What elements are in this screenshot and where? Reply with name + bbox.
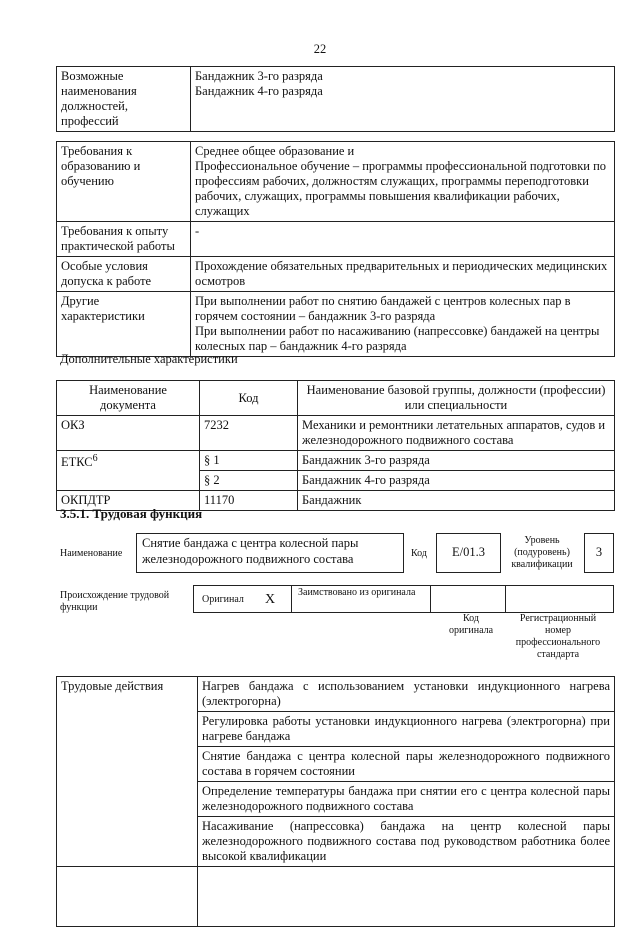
- table-header-row: [57, 381, 615, 416]
- requirement-line: При выполнении работ по насаживанию (напрессовке) бандажей на центры колесных пар – бандажник 4-го разряда: [195, 324, 600, 353]
- cell-name: Бандажник 3-го разряда: [298, 451, 615, 471]
- page-number: 22: [313, 42, 327, 56]
- name-label: Наименование: [60, 548, 123, 559]
- action-item: Снятие бандажа с центра колесной пары железнодорожного подвижного состава в горячем состоянии: [198, 747, 615, 782]
- cell-code: § 1: [200, 451, 298, 471]
- footnote-mark: 6: [92, 453, 98, 464]
- function-name-box: [136, 533, 404, 573]
- table-row: [57, 867, 615, 927]
- reg-number-label: Регистрационный номер профессионального стандарта: [515, 613, 601, 660]
- cell-code: 7232: [200, 416, 298, 451]
- level-value: 3: [595, 545, 603, 559]
- action-item: Определение температуры бандажа при снятии его с центра колесной пары железнодорожного подвижного состава: [198, 782, 615, 817]
- cell-doc: [57, 451, 200, 491]
- table-row: [57, 677, 615, 712]
- table-row: [57, 257, 615, 292]
- position-value: Бандажник 3-го разряда: [195, 69, 323, 83]
- function-code-value: E/01.3: [452, 545, 485, 559]
- level-label: Уровень (подуровень) квалификации: [511, 535, 573, 570]
- etks-label: ЕТКС: [61, 455, 93, 470]
- requirements-table: [56, 141, 615, 357]
- table-row: [57, 67, 615, 132]
- action-item: Насаживание (напрессовка) бандажа на центр колесной пары железнодорожного подвижного состава под руководством работника более высокой квалификации: [198, 817, 615, 867]
- requirement-line: Среднее общее образование и: [195, 144, 355, 158]
- function-code-box: [436, 533, 501, 573]
- position-value: Бандажник 4-го разряда: [195, 84, 323, 98]
- action-item: Нагрев бандажа с использованием установки индукционного нагрева (электрогорна): [198, 677, 615, 712]
- requirement-label: Особые условия допуска к работе: [57, 257, 191, 292]
- empty-cell: [198, 867, 615, 927]
- empty-cell: [57, 867, 198, 927]
- actions-label: Трудовые действия: [57, 677, 198, 867]
- requirement-line: При выполнении работ по снятию бандажей с центров колесных пар в горячем состоянии – бандажник 3-го разряда: [195, 294, 571, 323]
- level-box: [584, 533, 614, 573]
- table-row: [57, 416, 615, 451]
- table-row: [57, 142, 615, 222]
- cell-code: 11170: [200, 491, 298, 511]
- requirement-line: Профессиональное обучение – программы профессиональной подготовки по профессиям рабочих, должностям служащих, программы переподготовки рабочих, служащих, программы повышения квалификации рабочих, служащих: [195, 159, 607, 218]
- positions-table: [56, 66, 615, 132]
- requirement-value: [191, 142, 615, 222]
- original-label: Оригинал: [202, 594, 244, 605]
- origin-row: [193, 585, 614, 613]
- header-code: Код: [200, 381, 298, 416]
- header-doc: Наименование документа: [57, 381, 200, 416]
- original-mark: X: [265, 592, 276, 607]
- cell-name: Бандажник: [298, 491, 615, 511]
- cell-doc: ОКЗ: [57, 416, 200, 451]
- cell-doc: ОКПДТР: [57, 491, 200, 511]
- actions-table: [56, 676, 615, 927]
- positions-label: Возможные наименования должностей, профессий: [57, 67, 191, 132]
- divider: [430, 586, 431, 612]
- requirement-label: Другие характеристики: [57, 292, 191, 357]
- additional-table: [56, 380, 615, 511]
- cell-name: Механики и ремонтники летательных аппаратов, судов и железнодорожного подвижного состава: [298, 416, 615, 451]
- origin-label: Происхождение трудовой функции: [60, 590, 170, 613]
- divider: [291, 586, 292, 612]
- cell-code: § 2: [200, 471, 298, 491]
- table-row: [57, 451, 615, 471]
- cell-name: Бандажник 4-го разряда: [298, 471, 615, 491]
- table-row: [57, 292, 615, 357]
- positions-values: [191, 67, 615, 132]
- divider: [505, 586, 506, 612]
- table-row: [57, 222, 615, 257]
- action-item: Регулировка работы установки индукционного нагрева (электрогорна) при нагреве бандажа: [198, 712, 615, 747]
- code-label: Код: [411, 548, 427, 559]
- requirement-value: -: [191, 222, 615, 257]
- requirement-value: [191, 292, 615, 357]
- code-original-label: Код оригинала: [448, 613, 494, 636]
- header-name: Наименование базовой группы, должности (профессии) или специальности: [298, 381, 615, 416]
- function-heading: 3.5.1. Трудовая функция: [60, 506, 203, 521]
- requirement-label: Требования к опыту практической работы: [57, 222, 191, 257]
- function-name-value: Снятие бандажа с центра колесной пары железнодорожного подвижного состава: [142, 536, 359, 566]
- additional-title: Дополнительные характеристики: [60, 352, 238, 366]
- borrowed-label: Заимствовано из оригинала: [298, 587, 416, 598]
- requirement-label: Требования к образованию и обучению: [57, 142, 191, 222]
- requirement-value: Прохождение обязательных предварительных и периодических медицинских осмотров: [191, 257, 615, 292]
